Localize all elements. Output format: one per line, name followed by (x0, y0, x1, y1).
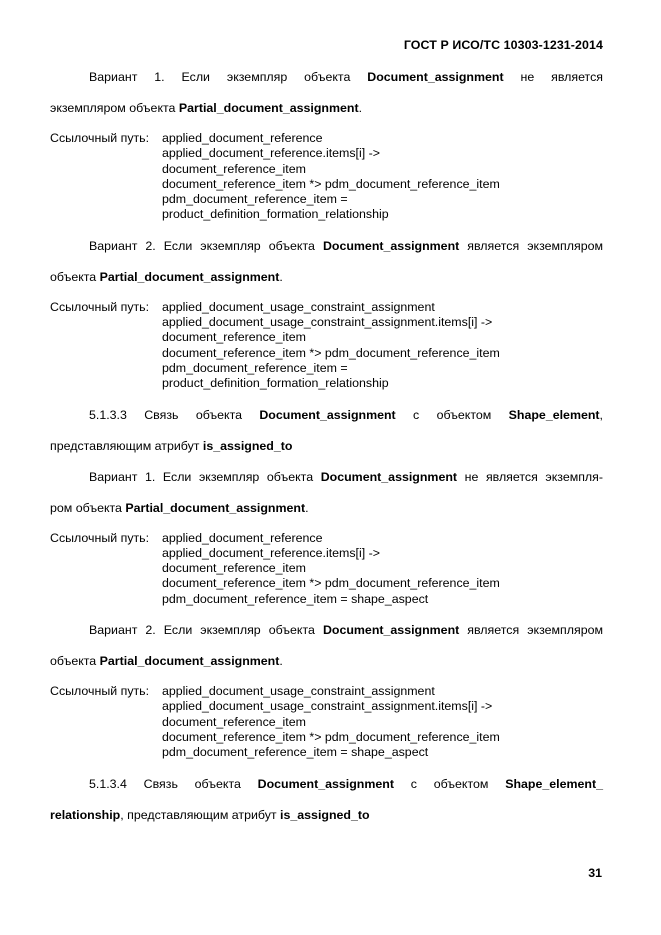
paragraph-line (50, 493, 603, 524)
paragraph-variant-2 (50, 231, 603, 293)
path-line: pdm_document_reference_item = shape_aspect (162, 745, 429, 760)
text: не является (503, 70, 603, 84)
paragraph-line (50, 646, 603, 677)
text: объекта (50, 269, 100, 284)
text: с объектом (395, 407, 509, 422)
text: не является экземпля- (457, 469, 604, 484)
text: , представляющим атрибут (120, 807, 281, 822)
entity-name: Shape_element (508, 407, 600, 422)
path-line: applied_document_reference (162, 131, 323, 145)
text: . (305, 500, 309, 515)
entity-name: Shape_element_ (505, 776, 603, 791)
text: является экземпляром (459, 238, 603, 253)
path-line: document_reference_item (162, 561, 306, 576)
paragraph-line (50, 431, 603, 462)
paragraph-line (50, 231, 603, 262)
reference-path-label: Ссылочный путь: (50, 530, 150, 545)
paragraph-line (50, 62, 603, 93)
entity-name: Partial_document_assignment (178, 101, 359, 115)
text: представляющим атрибут (50, 438, 203, 453)
text: . (279, 654, 283, 669)
path-line: document_reference_item *> pdm_document_reference_item (162, 729, 500, 744)
entity-name: Partial_document_assignment (99, 654, 280, 669)
section-5-1-3-4 (50, 769, 603, 831)
paragraph-line (50, 262, 603, 293)
entity-name: Document_assignment (257, 776, 394, 791)
paragraph-line (50, 769, 603, 800)
path-line: product_definition_formation_relationship (162, 207, 389, 222)
text: объекта (50, 654, 100, 669)
paragraph-variant-1 (50, 462, 603, 524)
text: 5.1.3.3 Связь объекта (89, 407, 260, 422)
path-line: document_reference_item (162, 161, 306, 176)
entity-name: Document_assignment (367, 70, 504, 84)
paragraph-variant-1 (50, 62, 603, 124)
entity-name: relationship (50, 807, 121, 822)
path-line: pdm_document_reference_item = (162, 192, 348, 207)
path-line: applied_document_usage_constraint_assignment (162, 684, 435, 699)
text: ром объекта (50, 500, 126, 515)
path-line: applied_document_reference.items[i] -> (162, 146, 380, 161)
page-number: 31 (588, 866, 602, 880)
document-header: ГОСТ Р ИСО/ТС 10303-1231-2014 (403, 38, 603, 52)
text: экземпляром объекта (50, 101, 179, 115)
entity-name: Partial_document_assignment (99, 269, 280, 284)
document-body (50, 62, 603, 831)
entity-name: Document_assignment (322, 623, 460, 638)
reference-path (50, 300, 603, 392)
text: . (358, 101, 363, 115)
paragraph-line (50, 400, 603, 431)
reference-path-lines (162, 300, 603, 392)
reference-path-lines (162, 531, 603, 607)
text: Вариант 1. Если экземпляр объекта (89, 469, 321, 484)
path-line: applied_document_usage_constraint_assignment (162, 299, 435, 314)
text: Вариант 2. Если экземпляр объекта (89, 623, 323, 638)
path-line: applied_document_usage_constraint_assignment.items[i] -> (162, 699, 493, 714)
text: , (599, 407, 603, 422)
path-line: applied_document_reference.items[i] -> (162, 545, 380, 560)
path-line: document_reference_item (162, 330, 306, 345)
paragraph-line (50, 462, 603, 493)
reference-path-label: Ссылочный путь: (50, 299, 150, 314)
path-line: pdm_document_reference_item = (162, 360, 348, 375)
reference-path (50, 684, 603, 760)
paragraph-variant-2 (50, 615, 603, 677)
reference-path (50, 531, 603, 607)
section-5-1-3-3 (50, 400, 603, 462)
entity-name: Document_assignment (320, 469, 458, 484)
paragraph-line (50, 800, 603, 831)
reference-path-label: Ссылочный путь: (50, 131, 150, 145)
path-line: document_reference_item *> pdm_document_reference_item (162, 176, 500, 191)
reference-path-lines (162, 131, 603, 223)
paragraph-line (50, 615, 603, 646)
path-line: applied_document_reference (162, 530, 323, 545)
path-line: document_reference_item *> pdm_document_reference_item (162, 576, 500, 591)
entity-name: Document_assignment (322, 238, 460, 253)
path-line: applied_document_usage_constraint_assignment.items[i] -> (162, 315, 493, 330)
reference-path-lines (162, 684, 603, 760)
attribute-name: is_assigned_to (280, 807, 370, 822)
text: с объектом (393, 776, 506, 791)
reference-path (50, 131, 603, 223)
text: является экземпляром (459, 623, 603, 638)
path-line: product_definition_formation_relationship (162, 376, 389, 391)
paragraph-line (50, 93, 603, 124)
text: 5.1.3.4 Связь объекта (89, 776, 258, 791)
text: Вариант 1. Если экземпляр объекта (89, 70, 368, 84)
text: . (279, 269, 283, 284)
path-line: document_reference_item (162, 714, 306, 729)
entity-name: Document_assignment (259, 407, 396, 422)
entity-name: Partial_document_assignment (125, 500, 306, 515)
attribute-name: is_assigned_to (202, 438, 293, 453)
text: Вариант 2. Если экземпляр объекта (89, 238, 323, 253)
path-line: document_reference_item *> pdm_document_reference_item (162, 345, 500, 360)
reference-path-label: Ссылочный путь: (50, 684, 150, 699)
path-line: pdm_document_reference_item = shape_aspect (162, 591, 429, 606)
